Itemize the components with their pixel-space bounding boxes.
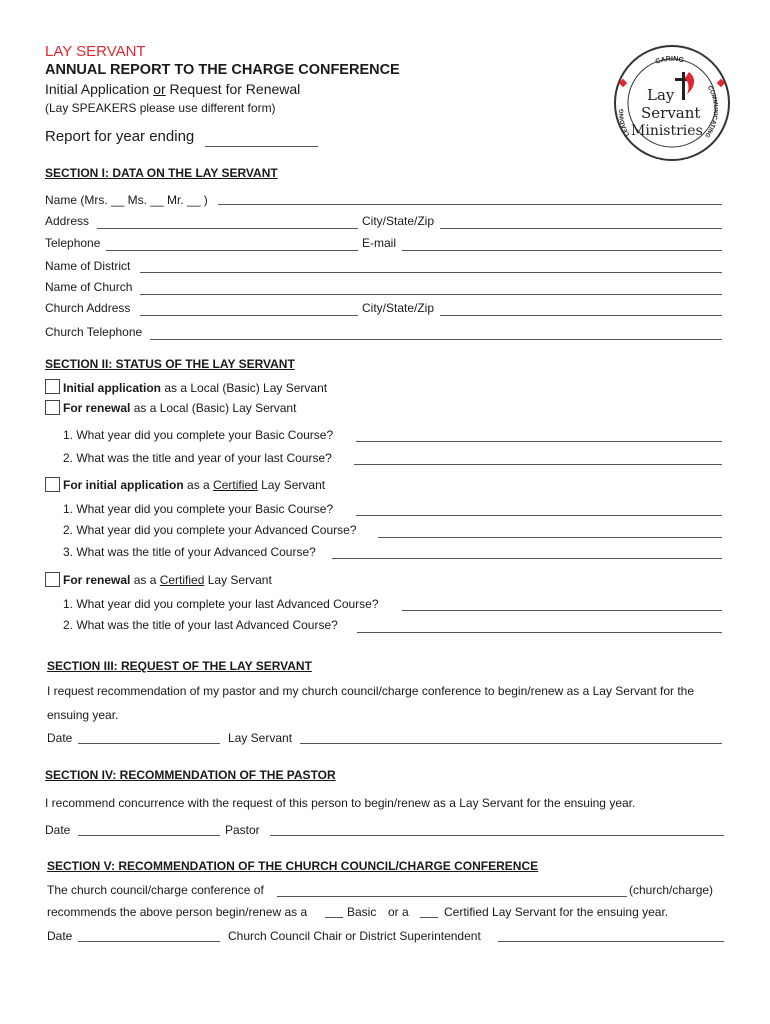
logo-left-word: LEADING: [619, 108, 632, 137]
telephone-field[interactable]: [106, 250, 358, 251]
section-2-title: SECTION II: STATUS OF THE LAY SERVANT: [45, 357, 295, 371]
church-name-label: Name of Church: [45, 280, 133, 294]
basic-question-1: 1. What year did you complete your Basic Course?: [63, 428, 334, 442]
address-label: Address: [45, 214, 90, 228]
option-certified-text: Certified: [213, 478, 258, 492]
pastor-date-field[interactable]: [78, 835, 220, 836]
option-text: as a Local (Basic) Lay Servant: [161, 381, 328, 395]
request-date-label: Date: [47, 731, 73, 745]
option-certified-text: Certified: [159, 573, 205, 587]
logo-emblem: [611, 42, 733, 164]
council-line1-suffix: (church/charge): [629, 883, 714, 897]
church-charge-field[interactable]: [277, 896, 627, 897]
or-text: or a: [388, 905, 409, 919]
city-state-zip-label: City/State/Zip: [362, 214, 435, 228]
cert-init-question-3: 3. What was the title of your Advanced Course?: [63, 545, 316, 559]
renewal-certified-checkbox[interactable]: [45, 572, 60, 587]
name-label: Name (Mrs. __ Ms. __ Mr. __ ): [45, 193, 208, 207]
report-subtitle: [45, 81, 300, 97]
cert-init-question-1: 1. What year did you complete your Basic Course?: [63, 502, 334, 516]
org-title: LAY SERVANT: [45, 43, 146, 60]
district-label: Name of District: [45, 259, 131, 273]
email-field[interactable]: [402, 250, 722, 251]
district-field[interactable]: [140, 272, 722, 273]
logo-top-word: CARING: [654, 55, 685, 66]
logo-line1: Lay: [647, 86, 675, 104]
initial-certified-option: [63, 478, 325, 492]
lay-servant-sign-label: Lay Servant: [228, 731, 293, 745]
council-signature-field[interactable]: [498, 941, 724, 942]
church-address-label: Church Address: [45, 301, 131, 315]
option-text: Lay Servant: [257, 478, 326, 492]
option-text: Lay Servant: [204, 573, 272, 587]
subtitle-or: or: [153, 81, 166, 97]
logo-right-word: COMMUNICATING: [703, 85, 718, 139]
pastor-text: I recommend concurrence with the request of this person to begin/renew as a Lay Servant for the ensuing year.: [45, 796, 636, 810]
request-date-field[interactable]: [78, 743, 220, 744]
cert-init-question-1-field[interactable]: [356, 515, 722, 516]
report-title: ANNUAL REPORT TO THE CHARGE CONFERENCE: [45, 62, 400, 78]
initial-certified-checkbox[interactable]: [45, 477, 60, 492]
basic-question-2-field[interactable]: [354, 464, 722, 465]
section-1-title: SECTION I: DATA ON THE LAY SERVANT: [45, 166, 278, 180]
church-telephone-field[interactable]: [150, 339, 722, 340]
name-field[interactable]: [218, 204, 722, 205]
cert-renew-question-2: 2. What was the title of your last Advanced Course?: [63, 618, 338, 632]
renewal-certified-option: [63, 573, 272, 587]
request-text-line2: ensuing year.: [47, 708, 119, 722]
church-name-field[interactable]: [140, 294, 722, 295]
pastor-date-label: Date: [45, 823, 71, 837]
option-text: as a: [183, 478, 214, 492]
renewal-basic-checkbox[interactable]: [45, 400, 60, 415]
option-text: as a Local (Basic) Lay Servant: [130, 401, 297, 415]
lay-servant-signature-field[interactable]: [300, 743, 722, 744]
certified-option-label: Certified Lay Servant for the ensuing year.: [444, 905, 669, 919]
logo-line3: Ministries: [631, 123, 703, 139]
basic-mark-field[interactable]: [325, 917, 343, 918]
council-sign-label: Church Council Chair or District Superintendent: [228, 929, 481, 943]
council-date-label: Date: [47, 929, 73, 943]
option-bold-text: For renewal: [63, 573, 131, 587]
church-address-field[interactable]: [140, 315, 358, 316]
initial-basic-option: [63, 381, 327, 395]
cert-init-question-2-field[interactable]: [378, 537, 722, 538]
council-date-field[interactable]: [78, 941, 220, 942]
option-bold-text: For renewal: [63, 401, 131, 415]
cert-renew-question-1-field[interactable]: [402, 610, 722, 611]
initial-basic-checkbox[interactable]: [45, 379, 60, 394]
council-line1-label: The church council/charge conference of: [47, 883, 264, 897]
cert-init-question-3-field[interactable]: [332, 558, 722, 559]
section-5-title: SECTION V: RECOMMENDATION OF THE CHURCH COUNCIL/CHARGE CONFERENCE: [47, 859, 539, 873]
lay-servant-logo: [611, 42, 733, 164]
report-year-field[interactable]: [205, 146, 318, 147]
subtitle-part2: Request for Renewal: [165, 81, 301, 97]
form-note: (Lay SPEAKERS please use different form): [45, 101, 276, 115]
email-label: E-mail: [362, 236, 397, 250]
renewal-basic-option: [63, 401, 296, 415]
basic-question-2: 2. What was the title and year of your last Course?: [63, 451, 332, 465]
option-bold-text: For initial application: [63, 478, 184, 492]
logo-line2: Servant: [641, 104, 701, 122]
basic-option-label: Basic: [347, 905, 377, 919]
subtitle-part1: Initial Application: [45, 81, 154, 97]
address-field[interactable]: [97, 228, 358, 229]
basic-question-1-field[interactable]: [356, 441, 722, 442]
church-city-label: City/State/Zip: [362, 301, 435, 315]
telephone-label: Telephone: [45, 236, 101, 250]
section-4-title: SECTION IV: RECOMMENDATION OF THE PASTOR: [45, 768, 336, 782]
option-bold-text: Initial application: [63, 381, 162, 395]
council-line2-text: recommends the above person begin/renew as a: [47, 905, 308, 919]
pastor-sign-label: Pastor: [225, 823, 260, 837]
report-year-label: Report for year ending: [45, 128, 195, 145]
section-3-title: SECTION III: REQUEST OF THE LAY SERVANT: [47, 659, 312, 673]
church-city-field[interactable]: [440, 315, 722, 316]
city-state-zip-field[interactable]: [440, 228, 722, 229]
certified-mark-field[interactable]: [420, 917, 438, 918]
cert-renew-question-2-field[interactable]: [357, 632, 722, 633]
request-text-line1: I request recommendation of my pastor and my church council/charge conference to begin/renew as a Lay Servant for the: [47, 684, 695, 698]
church-telephone-label: Church Telephone: [45, 325, 143, 339]
cert-init-question-2: 2. What year did you complete your Advanced Course?: [63, 523, 357, 537]
pastor-signature-field[interactable]: [270, 835, 724, 836]
option-text: as a: [130, 573, 160, 587]
cert-renew-question-1: 1. What year did you complete your last Advanced Course?: [63, 597, 379, 611]
